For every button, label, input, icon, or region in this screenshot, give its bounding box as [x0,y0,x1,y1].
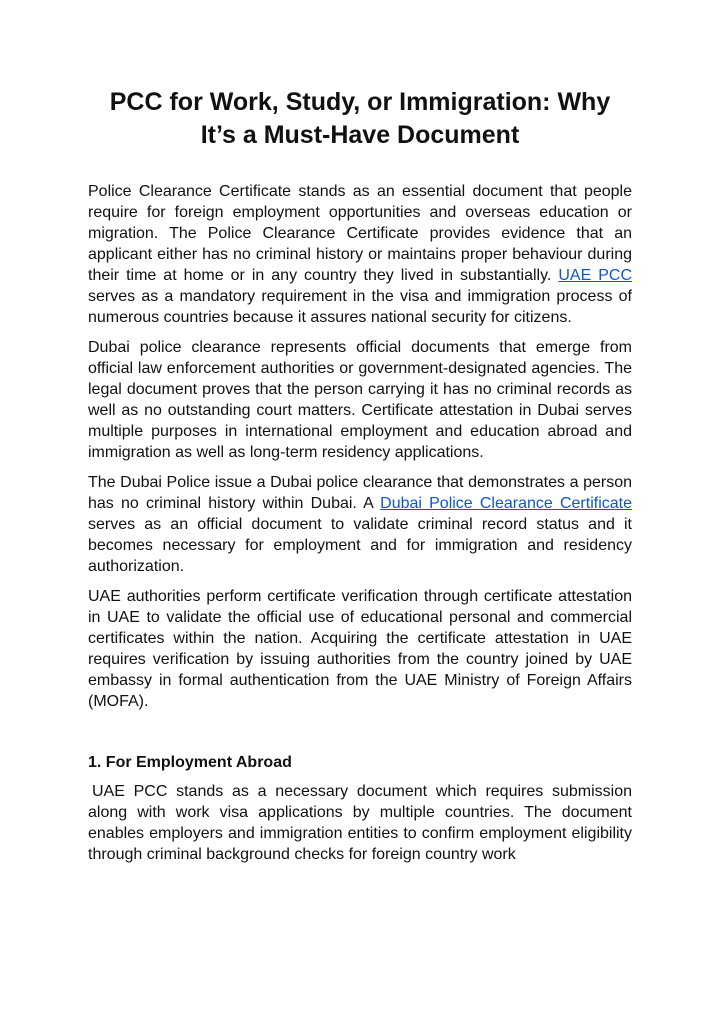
paragraph-dubai-police-text-after: serves as an official document to validate criminal record status and it becomes necessary for employment and for immigration and residency authorization. [88,516,632,575]
document-page [88,86,632,865]
paragraph-intro-text-after: serves as a mandatory requirement in the visa and immigration process of numerous countries because it assures national security for citizens. [88,288,632,326]
paragraph-dubai-police-text-before: The Dubai Police issue a Dubai police clearance that demonstrates a person has no criminal history within Dubai. A [88,474,632,512]
uae-pcc-link[interactable]: UAE PCC [558,267,633,284]
title-line-2: It’s a Must-Have Document [200,121,520,149]
section-heading-employment: 1. For Employment Abroad [88,754,292,771]
paragraph-dubai-police [88,472,632,577]
paragraph-intro-text-before: Police Clearance Certificate stands as an essential document that people require for foreign employment opportunities and overseas education or migration. The Police Clearance Certificate provides evidence that an applicant either has no criminal history or maintains proper behaviour during their time at home or in any country they lived in substantially. [88,183,632,284]
paragraph-dubai-clearance: Dubai police clearance represents official documents that emerge from official law enforcement authorities or government-designated agencies. The legal document proves that the person carrying it has no criminal records as well as no outstanding court matters. Certificate attestation in Dubai serves multiple purposes in international employment and education abroad and immigration as well as long-term residency applications. [88,339,632,461]
document-title [88,86,632,152]
title-line-1: PCC for Work, Study, or Immigration: Why [109,88,611,116]
paragraph-intro [88,181,632,328]
paragraph-employment-abroad: UAE PCC stands as a necessary document which requires submission along with work visa applications by multiple countries. The document enables employers and immigration entities to confirm employment eligibility through criminal background checks for foreign country work [88,783,632,863]
dubai-police-clearance-certificate-link[interactable]: Dubai Police Clearance Certificate [380,495,633,512]
paragraph-uae-attestation: UAE authorities perform certificate verification through certificate attestation in UAE to validate the official use of educational personal and commercial certificates within the nation. Acquiring the certificate attestation in UAE requires verification by issuing authorities from the country joined by UAE embassy in formal authentication from the UAE Ministry of Foreign Affairs (MOFA). [88,588,632,710]
